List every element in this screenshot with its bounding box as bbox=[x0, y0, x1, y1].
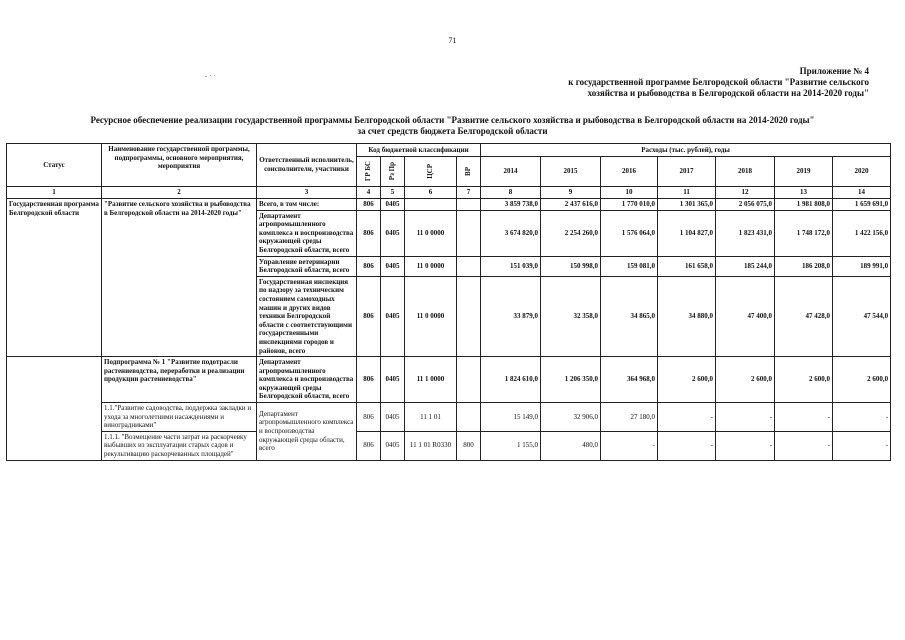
document-title bbox=[0, 115, 905, 137]
column-index: 11 bbox=[658, 187, 716, 199]
header-executor: Ответственный исполнитель, соисполнители, участники bbox=[257, 144, 357, 187]
header-vr bbox=[457, 157, 481, 187]
column-index: 5 bbox=[381, 187, 405, 199]
header-status: Статус bbox=[7, 144, 102, 187]
name-cell: "Развитие сельского хозяйства и рыбоводства в Белгородской области на 2014-2020 годы" bbox=[102, 199, 257, 357]
value-cell: 1 748 172,0 bbox=[775, 210, 833, 256]
value-cell: 1 824 610,0 bbox=[481, 357, 541, 403]
csr-cell: 11 0 0000 bbox=[405, 276, 457, 356]
header-year-2015: 2015 bbox=[541, 157, 601, 187]
header-csr bbox=[405, 157, 457, 187]
column-index: 10 bbox=[601, 187, 658, 199]
value-cell: 2 600,0 bbox=[716, 357, 775, 403]
header-year-2018: 2018 bbox=[716, 157, 775, 187]
column-index: 7 bbox=[457, 187, 481, 199]
value-cell: 161 658,0 bbox=[658, 256, 716, 276]
header-year-2019: 2019 bbox=[775, 157, 833, 187]
name-cell: 1.1.1. "Возмещение части затрат на раскорчевку выбывших из эксплуатации старых садов и рекультивацию раскорчеванных площадей" bbox=[102, 431, 257, 460]
value-cell: 151 039,0 bbox=[481, 256, 541, 276]
csr-cell: 11 1 01 R0330 bbox=[405, 431, 457, 460]
appendix-line-3: хозяйства и рыбоводства в Белгородской области на 2014-2020 годы" bbox=[587, 88, 869, 98]
grbs-cell: 806 bbox=[357, 276, 381, 356]
status-cell bbox=[7, 357, 102, 461]
name-cell: 1.1."Развитие садоводства, поддержка закладки и ухода за многолетними насаждениями и виноградниками" bbox=[102, 403, 257, 432]
rzpr-cell: 0405 bbox=[381, 357, 405, 403]
header-grbs-label: ГР БС bbox=[364, 161, 373, 182]
header-year-2016: 2016 bbox=[601, 157, 658, 187]
column-index: 3 bbox=[257, 187, 357, 199]
vr-cell bbox=[457, 357, 481, 403]
grbs-cell: 806 bbox=[357, 210, 381, 256]
column-index: 6 bbox=[405, 187, 457, 199]
table-row bbox=[7, 357, 891, 403]
value-cell: 3 859 738,0 bbox=[481, 199, 541, 211]
appendix-header bbox=[449, 66, 869, 99]
value-cell: 2 600,0 bbox=[775, 357, 833, 403]
table-row bbox=[7, 403, 891, 432]
header-year-2014: 2014 bbox=[481, 157, 541, 187]
rzpr-cell: 0405 bbox=[381, 431, 405, 460]
vr-cell bbox=[457, 256, 481, 276]
value-cell: 159 081,0 bbox=[601, 256, 658, 276]
column-index: 12 bbox=[716, 187, 775, 199]
grbs-cell: 806 bbox=[357, 403, 381, 432]
value-cell: 15 149,0 bbox=[481, 403, 541, 432]
value-cell: 189 991,0 bbox=[833, 256, 891, 276]
csr-cell: 11 0 0000 bbox=[405, 256, 457, 276]
rzpr-cell: 0405 bbox=[381, 276, 405, 356]
executor-cell: Департамент агропромышленного комплекса и воспроизводства окружающей среды Белгородской области, всего bbox=[257, 210, 357, 256]
value-cell: 47 544,0 bbox=[833, 276, 891, 356]
header-year-2020: 2020 bbox=[833, 157, 891, 187]
executor-cell: Департамент агропромышленного комплекса и воспроизводства окружающей среды Белгородской области, всего bbox=[257, 357, 357, 403]
grbs-cell: 806 bbox=[357, 431, 381, 460]
value-cell: - bbox=[601, 431, 658, 460]
header-rzpr bbox=[381, 157, 405, 187]
rzpr-cell: 0405 bbox=[381, 256, 405, 276]
csr-cell: 11 0 0000 bbox=[405, 210, 457, 256]
appendix-line-2: к государственной программе Белгородской области "Развитие сельского bbox=[568, 77, 869, 87]
value-cell: 364 968,0 bbox=[601, 357, 658, 403]
value-cell: 186 208,0 bbox=[775, 256, 833, 276]
value-cell: 1 823 431,0 bbox=[716, 210, 775, 256]
vr-cell bbox=[457, 403, 481, 432]
value-cell: 47 400,0 bbox=[716, 276, 775, 356]
vr-cell: 800 bbox=[457, 431, 481, 460]
value-cell: 185 244,0 bbox=[716, 256, 775, 276]
executor-cell: Государственная инспекция по надзору за техническим состоянием самоходных машин и других видов техники Белгородской области с соответствующими государственными инспекциями городов и районов, всего bbox=[257, 276, 357, 356]
grbs-cell: 806 bbox=[357, 256, 381, 276]
rzpr-cell: 0405 bbox=[381, 403, 405, 432]
value-cell: 2 437 616,0 bbox=[541, 199, 601, 211]
header-csr-label: ЦСР bbox=[426, 164, 435, 179]
value-cell: - bbox=[833, 431, 891, 460]
value-cell: 33 879,0 bbox=[481, 276, 541, 356]
value-cell: 3 674 820,0 bbox=[481, 210, 541, 256]
csr-cell: 11 1 0000 bbox=[405, 357, 457, 403]
value-cell: 32 906,0 bbox=[541, 403, 601, 432]
resource-table bbox=[6, 143, 891, 461]
value-cell: 1 104 827,0 bbox=[658, 210, 716, 256]
page-number: 71 bbox=[448, 36, 457, 45]
grbs-cell: 806 bbox=[357, 357, 381, 403]
column-index: 1 bbox=[7, 187, 102, 199]
value-cell: - bbox=[833, 403, 891, 432]
value-cell: 32 358,0 bbox=[541, 276, 601, 356]
header-grbs bbox=[357, 157, 381, 187]
header-name: Наименование государственной программы, подпрограммы, основного мероприятия, мероприятия bbox=[102, 144, 257, 187]
value-cell: 34 880,0 bbox=[658, 276, 716, 356]
column-index: 9 bbox=[541, 187, 601, 199]
header-year-2017: 2017 bbox=[658, 157, 716, 187]
value-cell: 1 155,0 bbox=[481, 431, 541, 460]
header-vr-label: ВР bbox=[464, 167, 473, 176]
value-cell: 150 998,0 bbox=[541, 256, 601, 276]
value-cell: - bbox=[775, 431, 833, 460]
value-cell: - bbox=[775, 403, 833, 432]
value-cell: 1 576 064,0 bbox=[601, 210, 658, 256]
rzpr-cell: 0405 bbox=[381, 199, 405, 211]
value-cell: 2 056 075,0 bbox=[716, 199, 775, 211]
value-cell: 1 206 350,0 bbox=[541, 357, 601, 403]
column-index: 4 bbox=[357, 187, 381, 199]
table-row bbox=[7, 431, 891, 460]
value-cell: - bbox=[658, 431, 716, 460]
value-cell: 27 180,0 bbox=[601, 403, 658, 432]
header-budget-code: Код бюджетной классификации bbox=[357, 144, 481, 157]
value-cell: 1 770 010,0 bbox=[601, 199, 658, 211]
vr-cell bbox=[457, 276, 481, 356]
column-index-row bbox=[7, 187, 891, 199]
header-rzpr-label: Рз Пр bbox=[388, 162, 397, 181]
value-cell: 480,0 bbox=[541, 431, 601, 460]
value-cell: 2 600,0 bbox=[658, 357, 716, 403]
csr-cell bbox=[405, 199, 457, 211]
value-cell: 2 600,0 bbox=[833, 357, 891, 403]
value-cell: 34 865,0 bbox=[601, 276, 658, 356]
value-cell: - bbox=[658, 403, 716, 432]
appendix-line-1: Приложение № 4 bbox=[799, 66, 869, 76]
column-index: 13 bbox=[775, 187, 833, 199]
executor-cell: Департамент агропромышленного комплекса и воспроизводства окружающей среды области, всего bbox=[257, 403, 357, 461]
header-row-1 bbox=[7, 144, 891, 157]
name-cell: Подпрограмма № 1 "Развитие подотрасли растениеводства, переработки и реализации продукции растениеводства" bbox=[102, 357, 257, 403]
column-index: 8 bbox=[481, 187, 541, 199]
value-cell: 1 301 365,0 bbox=[658, 199, 716, 211]
grbs-cell: 806 bbox=[357, 199, 381, 211]
title-line-1: Ресурсное обеспечение реализации государственной программы Белгородской области "Развитие сельского хозяйства и рыбоводства в Белгородской области на 2014-2020 годы" bbox=[90, 115, 815, 125]
table-row bbox=[7, 199, 891, 211]
value-cell: 1 981 808,0 bbox=[775, 199, 833, 211]
value-cell: 47 428,0 bbox=[775, 276, 833, 356]
value-cell: 2 254 260,0 bbox=[541, 210, 601, 256]
value-cell: - bbox=[716, 403, 775, 432]
value-cell: 1 422 156,0 bbox=[833, 210, 891, 256]
executor-cell: Управление ветеринарии Белгородской области, всего bbox=[257, 256, 357, 276]
title-line-2: за счет средств бюджета Белгородской области bbox=[357, 126, 548, 136]
column-index: 2 bbox=[102, 187, 257, 199]
vr-cell bbox=[457, 210, 481, 256]
value-cell: 1 659 691,0 bbox=[833, 199, 891, 211]
value-cell: - bbox=[716, 431, 775, 460]
stray-mark: - · · bbox=[205, 72, 216, 80]
status-cell: Государственная программа Белгородской области bbox=[7, 199, 102, 357]
vr-cell bbox=[457, 199, 481, 211]
column-index: 14 bbox=[833, 187, 891, 199]
executor-cell: Всего, в том числе: bbox=[257, 199, 357, 211]
csr-cell: 11 1 01 bbox=[405, 403, 457, 432]
rzpr-cell: 0405 bbox=[381, 210, 405, 256]
header-expenses: Расходы (тыс. рублей), годы bbox=[481, 144, 891, 157]
